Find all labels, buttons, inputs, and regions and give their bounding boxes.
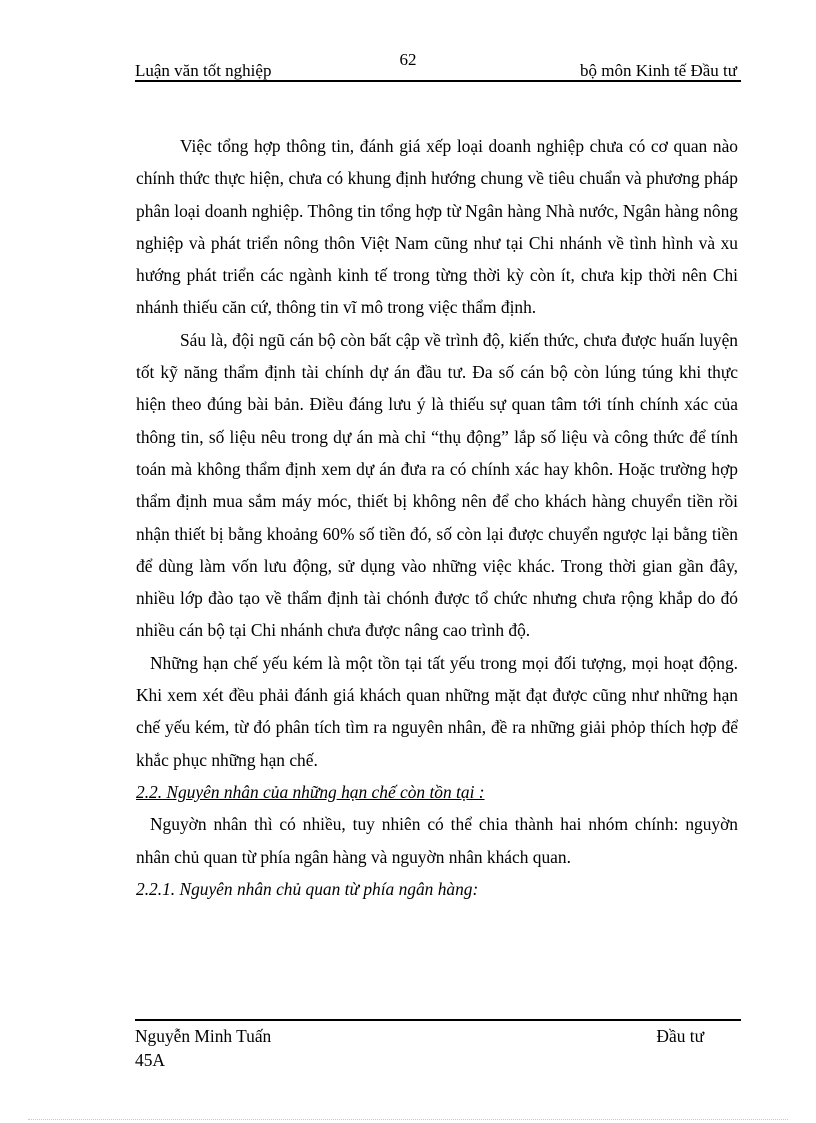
- page-header: [135, 61, 741, 81]
- paragraph-staff-qualifications: Sáu là, đội ngũ cán bộ còn bất cập về trình độ, kiến thức, chưa được huấn luyện tốt kỹ năng thẩm định tài chính dự án đầu tư. Đa số cán bộ còn lúng túng khi thực hiện theo đúng bài bản. Điều đáng lưu ý là thiếu sự quan tâm tới tính chính xác của thông tin, số liệu nêu trong dự án mà chỉ “thụ động” lắp số liệu và công thức để tính toán mà không thẩm định xem dự án đưa ra có chính xác hay khôn. Hoặc trường hợp thẩm định mua sắm máy móc, thiết bị không nên để cho khách hàng chuyển tiền rồi nhận thiết bị bằng khoảng 60% số tiền đó, số còn lại được chuyển ngược lại bằng tiền để dùng làm vốn lưu động, sử dụng vào những việc khác. Trong thời gian gần đây, nhiều lớp đào tạo về thẩm định tài chónh được tổ chức nhưng chưa rộng khắp do đó nhiều cán bộ tại Chi nhánh chưa được nâng cao trình độ.: [136, 329, 738, 641]
- header-rule: [135, 80, 741, 82]
- header-thesis-label: Luận văn tốt nghiệp: [135, 61, 272, 80]
- paragraph-information-synthesis: Việc tổng hợp thông tin, đánh giá xếp loại doanh nghiệp chưa có cơ quan nào chính thức thực hiện, chưa có khung định hướng chung về tiêu chuẩn và phương pháp phân loại doanh nghiệp. Thông tin tổng hợp từ Ngân hàng Nhà nước, Ngân hàng nông nghiệp và phát triển nông thôn Việt Nam cũng như tại Chi nhánh về tình hình và xu hướng phát triển các ngành kinh tế trong từng thời kỳ còn ít, chưa kịp thời nên Chi nhánh thiếu căn cứ, thông tin vĩ mô trong việc thẩm định.: [136, 136, 738, 318]
- footer-author: Nguyễn Minh Tuấn: [135, 1026, 272, 1046]
- paragraph-limitations: Những hạn chế yếu kém là một tồn tại tất yếu trong mọi đối tượng, mọi hoạt động. Khi xem xét đều phải đánh giá khách quan những mặt đạt được cũng như những hạn chế yếu kém, từ đó phân tích tìm ra nguyên nhân, đề ra những giải phỏp thích hợp để khắc phục những hạn chế.: [136, 652, 738, 770]
- header-department-label: bộ môn Kinh tế Đầu tư: [579, 61, 737, 80]
- heading-section-2-2: [136, 776, 738, 808]
- paragraph-cause-groups: Nguyờn nhân thì có nhiều, tuy nhiên có thể chia thành hai nhóm chính: nguyờn nhân chủ quan từ phía ngân hàng và nguyờn nhân khách quan.: [136, 814, 738, 867]
- heading-section-2-2-text: 2.2. Nguyên nhân của những hạn chế còn tồn tại :: [136, 781, 485, 802]
- heading-section-2-2-1: 2.2.1. Nguyên nhân chủ quan từ phía ngân hàng:: [136, 878, 479, 899]
- document-body: [136, 130, 738, 905]
- footer-rule: [135, 1019, 741, 1021]
- footer-department: Đầu tư: [656, 1026, 704, 1046]
- page-number: 62: [399, 50, 417, 69]
- page-bottom-dotted-line: [28, 1119, 788, 1120]
- footer-class-code: 45A: [135, 1050, 165, 1070]
